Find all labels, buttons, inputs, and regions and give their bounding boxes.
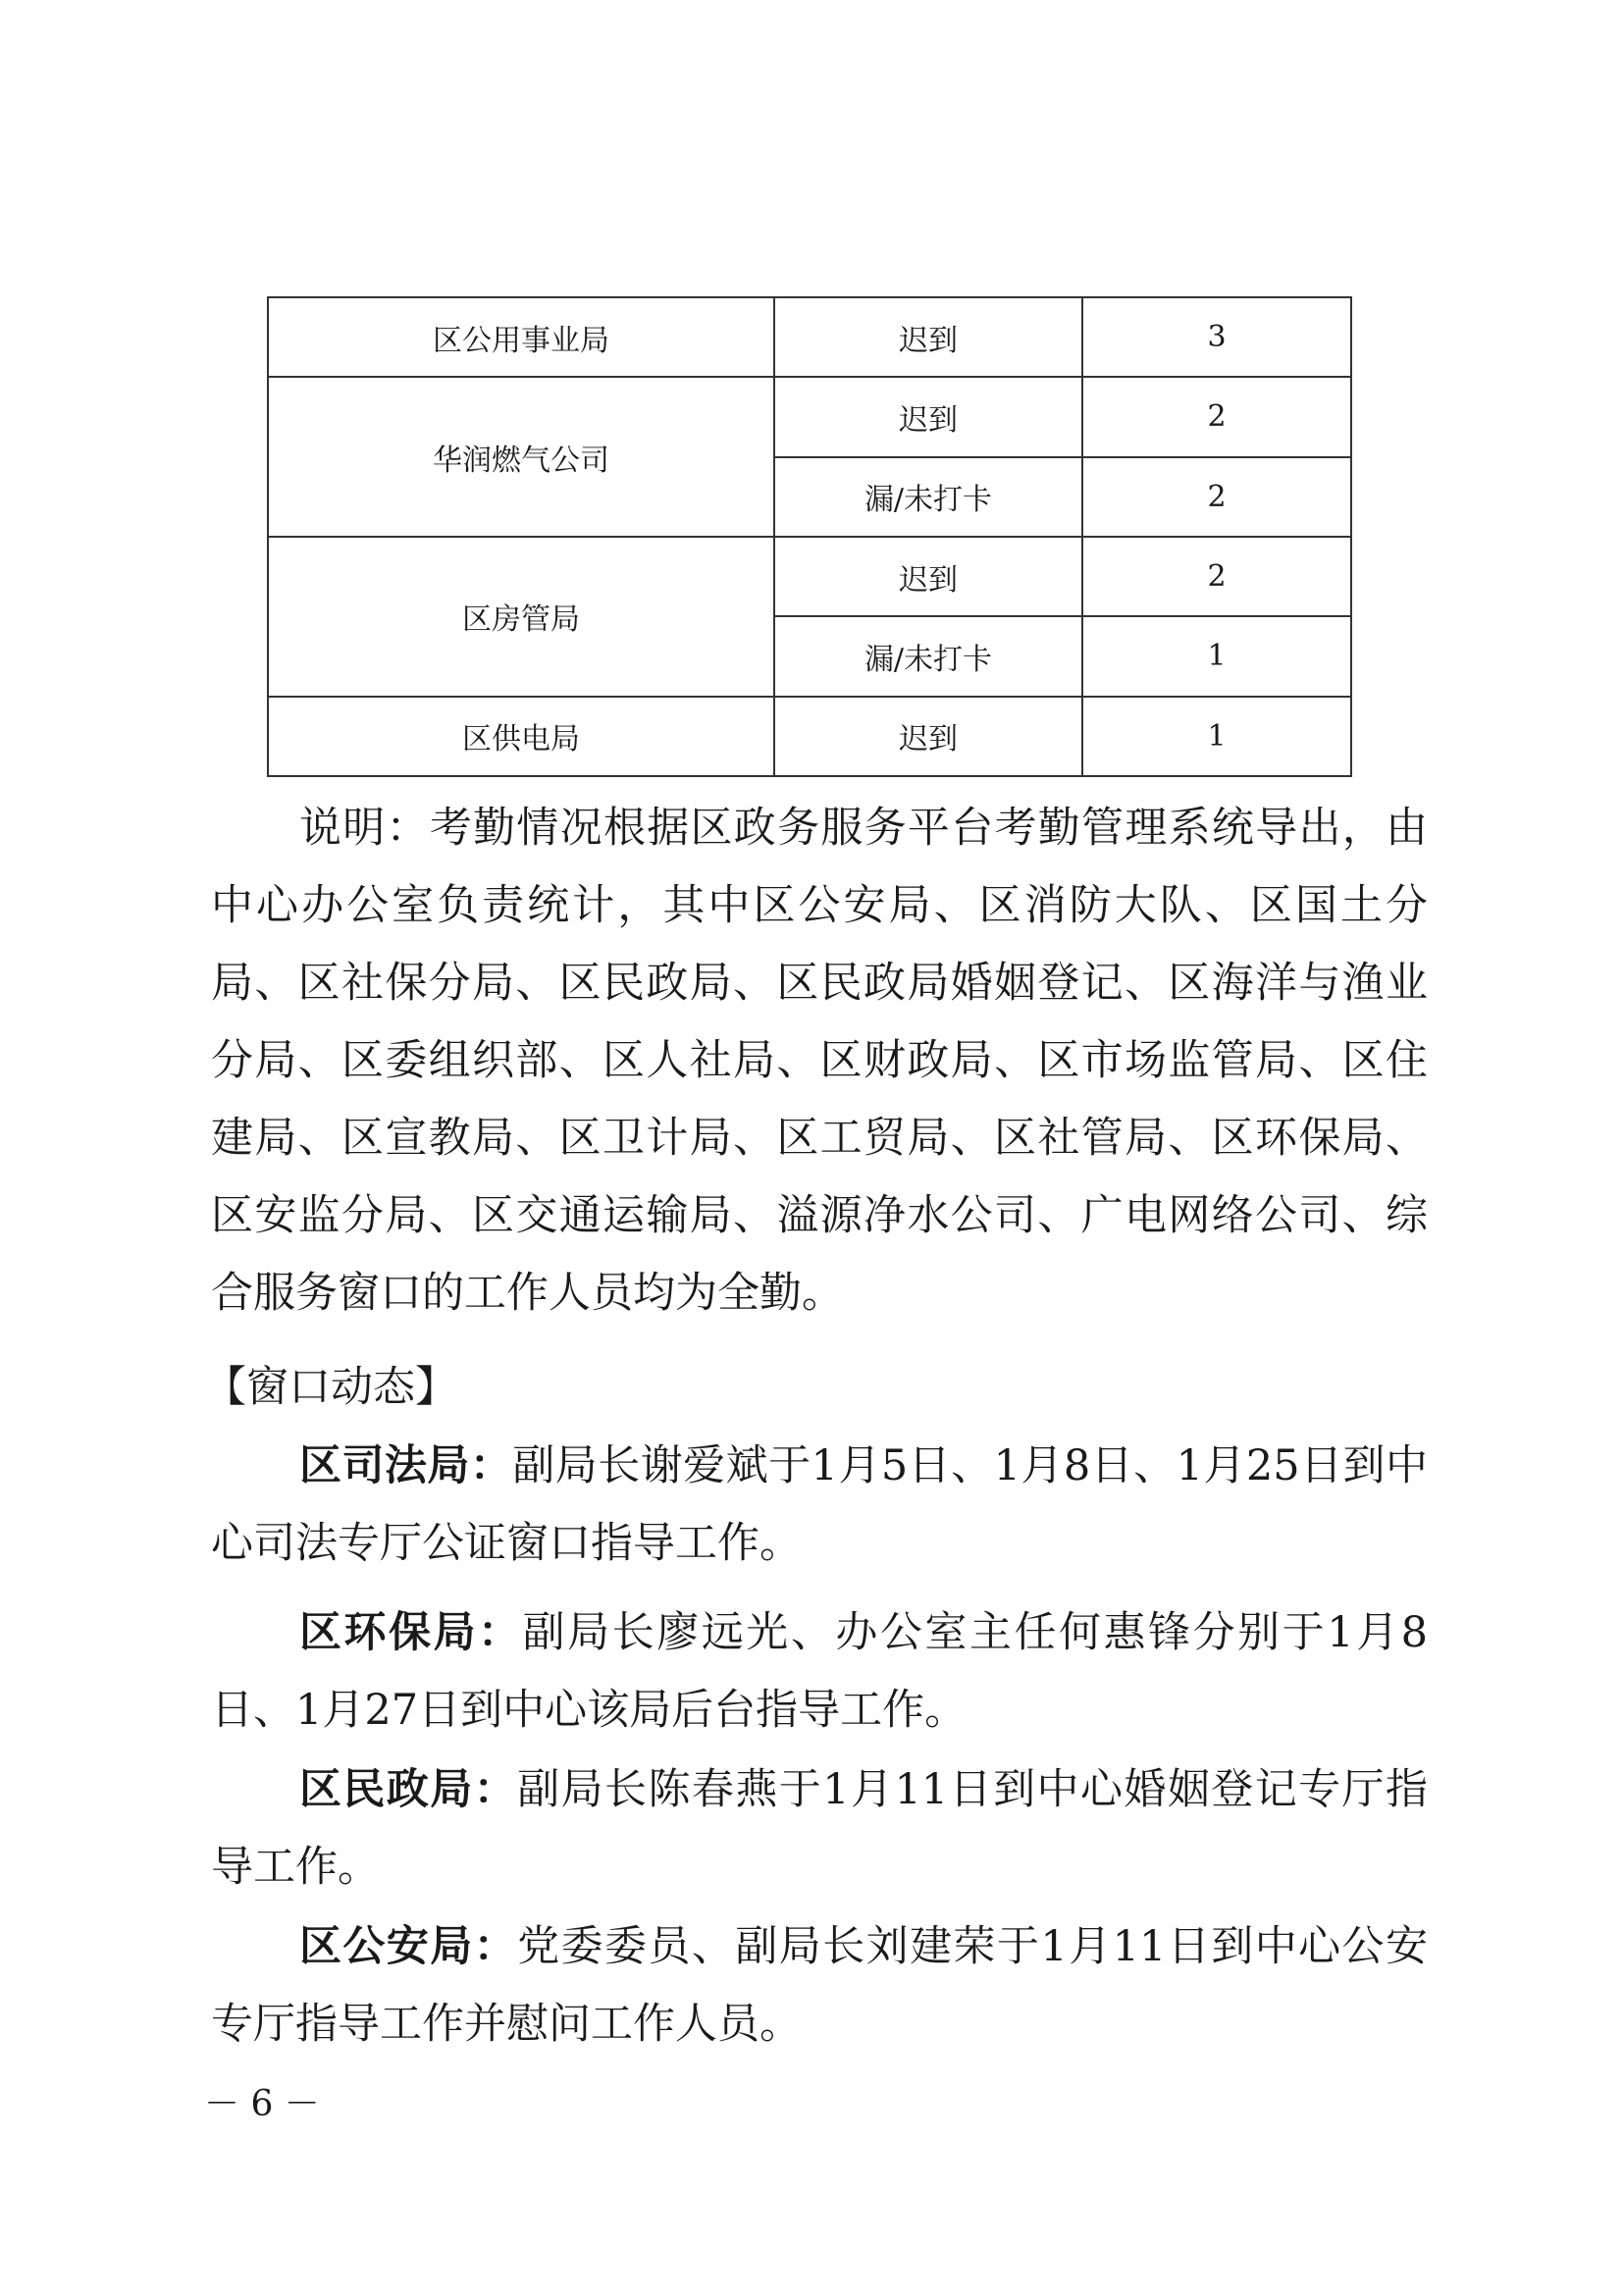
count-cell: 2 [1082, 537, 1351, 616]
item-lead: 区民政局： [299, 1765, 518, 1814]
table-row [268, 697, 1351, 776]
dynamic-item [211, 1751, 1428, 1906]
type-cell: 迟到 [774, 537, 1082, 616]
type-cell: 迟到 [774, 377, 1082, 456]
item-lead: 区环保局： [299, 1608, 523, 1657]
dynamic-item [211, 1428, 1428, 1583]
table-row [268, 537, 1351, 616]
count-cell: 1 [1082, 697, 1351, 776]
section-heading: 【窗口动态】 [204, 1363, 457, 1412]
table-row [268, 297, 1351, 377]
attendance-table [267, 296, 1352, 777]
item-text: 副局长陈春燕于1月11日到中心婚姻登记专厅指导工作。 [211, 1765, 1428, 1892]
item-lead: 区公安局： [299, 1922, 518, 1971]
count-cell: 2 [1082, 377, 1351, 456]
type-cell: 漏/未打卡 [774, 616, 1082, 696]
page-number: － 6 － [204, 2084, 320, 2124]
count-cell: 1 [1082, 616, 1351, 696]
count-cell: 2 [1082, 457, 1351, 537]
dynamic-item [211, 1908, 1428, 2063]
item-text: 副局长廖远光、办公室主任何惠锋分别于1月8日、1月27日到中心该局后台指导工作。 [211, 1608, 1428, 1735]
dynamic-item [211, 1594, 1428, 1749]
type-cell: 迟到 [774, 697, 1082, 776]
unit-cell: 区公用事业局 [268, 297, 774, 377]
attendance-note: 说明：考勤情况根据区政务服务平台考勤管理系统导出，由中心办公室负责统计，其中区公安局、区消防大队、区国土分局、区社保分局、区民政局、区民政局婚姻登记、区海洋与渔业分局、区委组织部、区人社局、区财政局、区市场监管局、区住建局、区宣教局、区卫计局、区工贸局、区社管局、区环保局、区安监分局、区交通运输局、溢源净水公司、广电网络公司、综合服务窗口的工作人员均为全勤。 [211, 804, 1428, 1318]
item-text: 党委委员、副局长刘建荣于1月11日到中心公安专厅指导工作并慰问工作人员。 [211, 1922, 1428, 2049]
item-lead: 区司法局： [299, 1441, 513, 1490]
item-text: 副局长谢爱斌于1月5日、1月8日、1月25日到中心司法专厅公证窗口指导工作。 [211, 1441, 1428, 1568]
type-cell: 迟到 [774, 297, 1082, 377]
table-row [268, 377, 1351, 456]
unit-cell: 区供电局 [268, 697, 774, 776]
unit-cell: 华润燃气公司 [268, 377, 774, 537]
type-cell: 漏/未打卡 [774, 457, 1082, 537]
unit-cell: 区房管局 [268, 537, 774, 697]
count-cell: 3 [1082, 297, 1351, 377]
